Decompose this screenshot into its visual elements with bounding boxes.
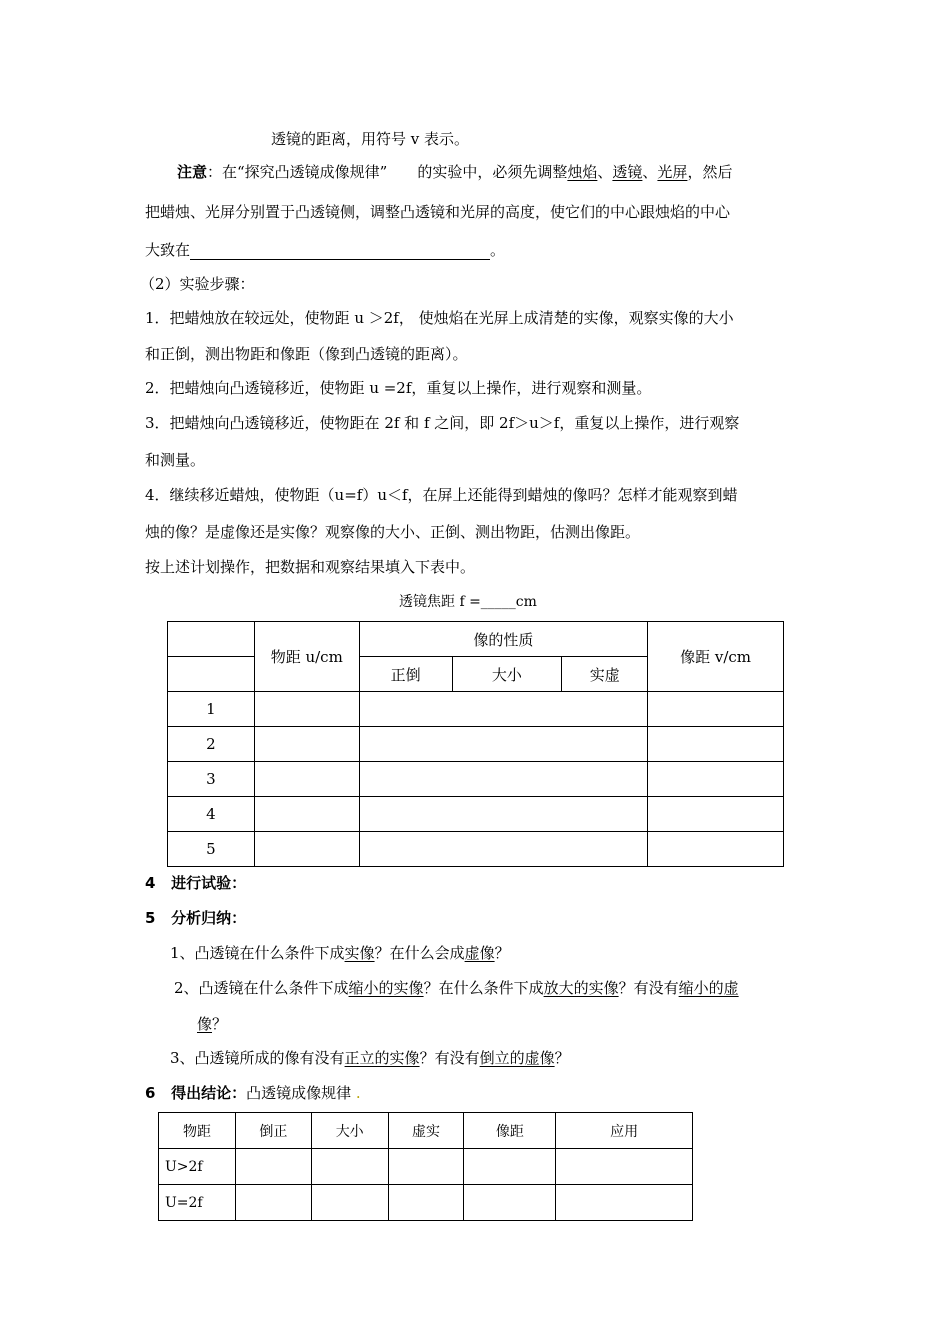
cell-image-distance[interactable] (648, 762, 784, 797)
row-condition: U=2f (159, 1185, 236, 1221)
cell-image-distance[interactable] (648, 727, 784, 762)
cell-image-distance[interactable] (648, 692, 784, 727)
step-1-line-b: 和正倒，测出物距和像距（像到凸透镜的距离）。 (145, 345, 468, 363)
data-table (167, 621, 784, 867)
row-condition: U>2f (159, 1149, 236, 1185)
row-index: 2 (168, 727, 255, 762)
question-2 (174, 978, 739, 998)
section-title: 进行试验： (171, 874, 247, 892)
row-index: 5 (168, 832, 255, 867)
cell-image-distance[interactable] (648, 797, 784, 832)
step-5: 按上述计划操作，把数据和观察结果填入下表中。 (145, 558, 476, 576)
note-label: 注意 (177, 163, 208, 181)
question-text: 1、凸透镜在什么条件下成 (170, 944, 345, 962)
term-inverted-virtual-image: 倒立的虚像 (479, 1049, 555, 1067)
cell-image-distance[interactable] (464, 1185, 556, 1221)
term-real-image: 实像 (344, 944, 375, 962)
section-number: 6 (145, 1084, 156, 1102)
header-size: 大小 (311, 1113, 388, 1149)
term-virtual-image: 虚像 (464, 944, 495, 962)
question-text: 3、凸透镜所成的像有没有 (170, 1049, 345, 1067)
header-orientation: 正倒 (359, 657, 452, 692)
note-underline-lens: 透镜 (612, 163, 643, 181)
term-upright-real-image: 正立的实像 (344, 1049, 420, 1067)
cell-orientation[interactable] (235, 1185, 311, 1221)
cell-size[interactable] (311, 1185, 388, 1221)
cell-object-distance[interactable] (254, 727, 359, 762)
cell-image-nature[interactable] (359, 797, 647, 832)
table1-caption: 透镜焦距 f =_____cm (399, 594, 537, 610)
row-index: 4 (168, 797, 255, 832)
cell-image-nature[interactable] (359, 727, 647, 762)
cell-image-distance[interactable] (464, 1149, 556, 1185)
steps-heading: （2）实验步骤： (140, 275, 255, 293)
cell-size[interactable] (311, 1149, 388, 1185)
note-underline-candle-flame: 烛焰 (567, 163, 598, 181)
intro-line-3: 把蜡烛、光屏分别置于凸透镜侧，调整凸透镜和光屏的高度，使它们的中心跟烛焰的中心 (145, 203, 731, 221)
cell-application[interactable] (556, 1185, 693, 1221)
section-title: 分析归纳： (171, 909, 247, 927)
section-5-heading (145, 908, 246, 928)
section-6-heading (145, 1083, 361, 1103)
note-separator: 、 (597, 163, 613, 181)
question-text: ？有没有 (618, 979, 679, 997)
cell-application[interactable] (556, 1149, 693, 1185)
header-image-nature: 像的性质 (359, 622, 647, 657)
header-index-cell (168, 622, 255, 657)
cell-object-distance[interactable] (254, 797, 359, 832)
question-1 (170, 943, 510, 963)
header-image-distance: 像距 v/cm (648, 622, 784, 692)
question-text: ？有没有 (419, 1049, 480, 1067)
row-index: 3 (168, 762, 255, 797)
question-text: 2、凸透镜在什么条件下成 (174, 979, 349, 997)
section-number: 4 (145, 874, 156, 892)
step-2: 2．把蜡烛向凸透镜移近，使物距 u =2f，重复以上操作，进行观察和测量。 (145, 379, 652, 397)
term-diminished-virtual-image: 缩小的虚 (678, 979, 739, 997)
header-object-distance: 物距 u/cm (254, 622, 359, 692)
note-separator: 、 (642, 163, 658, 181)
header-object-distance: 物距 (159, 1113, 236, 1149)
header-orientation: 倒正 (235, 1113, 311, 1149)
cell-object-distance[interactable] (254, 762, 359, 797)
question-text: ？ (494, 944, 510, 962)
cell-real-virtual[interactable] (388, 1185, 464, 1221)
cell-image-nature[interactable] (359, 762, 647, 797)
cell-real-virtual[interactable] (388, 1149, 464, 1185)
question-2-continued (197, 1014, 227, 1034)
step-4-line-a: 4．继续移近蜡烛，使物距（u=f）u＜f，在屏上还能得到蜡烛的像吗？怎样才能观察到蜡 (145, 486, 738, 504)
section-title: 得出结论： (171, 1084, 247, 1102)
header-real-virtual: 虚实 (388, 1113, 464, 1149)
question-3 (170, 1048, 570, 1068)
cell-object-distance[interactable] (254, 692, 359, 727)
question-text: ？ (212, 1015, 228, 1033)
section-4-heading (145, 873, 246, 893)
fill-blank[interactable] (190, 242, 490, 260)
header-application: 应用 (556, 1113, 693, 1149)
intro-line-4 (145, 240, 505, 260)
step-4-line-b: 烛的像？是虚像还是实像？观察像的大小、正倒、测出物距，估测出像距。 (145, 523, 641, 541)
note-underline-screen: 光屏 (657, 163, 688, 181)
question-text: ？在什么会成 (374, 944, 465, 962)
step-3-line-b: 和测量。 (145, 451, 206, 469)
header-real-virtual: 实虚 (562, 657, 648, 692)
cell-object-distance[interactable] (254, 832, 359, 867)
intro-line-4-text: 大致在 (145, 241, 191, 259)
decorative-dot: . (355, 1084, 361, 1102)
term-diminished-virtual-image-end: 像 (197, 1015, 213, 1033)
step-3-line-a: 3．把蜡烛向凸透镜移近，使物距在 2f 和 f 之间，即 2f＞u＞f，重复以上操作，进行观察 (145, 414, 740, 432)
cell-image-distance[interactable] (648, 832, 784, 867)
term-magnified-real-image: 放大的实像 (543, 979, 619, 997)
step-1-line-a: 1．把蜡烛放在较远处，使物距 u ＞2f， 使烛焰在光屏上成清楚的实像，观察实像的大小 (145, 309, 734, 327)
cell-orientation[interactable] (235, 1149, 311, 1185)
header-index-cell (168, 657, 255, 692)
cell-image-nature[interactable] (359, 692, 647, 727)
section-number: 5 (145, 909, 156, 927)
intro-line-4-end: 。 (490, 241, 506, 259)
header-size: 大小 (452, 657, 562, 692)
note-text-b: ，然后 (687, 163, 733, 181)
cell-image-nature[interactable] (359, 832, 647, 867)
question-text: ？ (554, 1049, 570, 1067)
question-text: ？在什么条件下成 (423, 979, 544, 997)
header-image-distance: 像距 (464, 1113, 556, 1149)
intro-line-1: 透镜的距离，用符号 v 表示。 (271, 130, 470, 148)
conclusion-text: 凸透镜成像规律 (246, 1084, 352, 1102)
note-paragraph (177, 162, 732, 182)
row-index: 1 (168, 692, 255, 727)
term-diminished-real-image: 缩小的实像 (348, 979, 424, 997)
note-text-a: ：在“探究凸透镜成像规律” 的实验中，必须先调整 (207, 163, 568, 181)
conclusion-table (158, 1112, 693, 1221)
